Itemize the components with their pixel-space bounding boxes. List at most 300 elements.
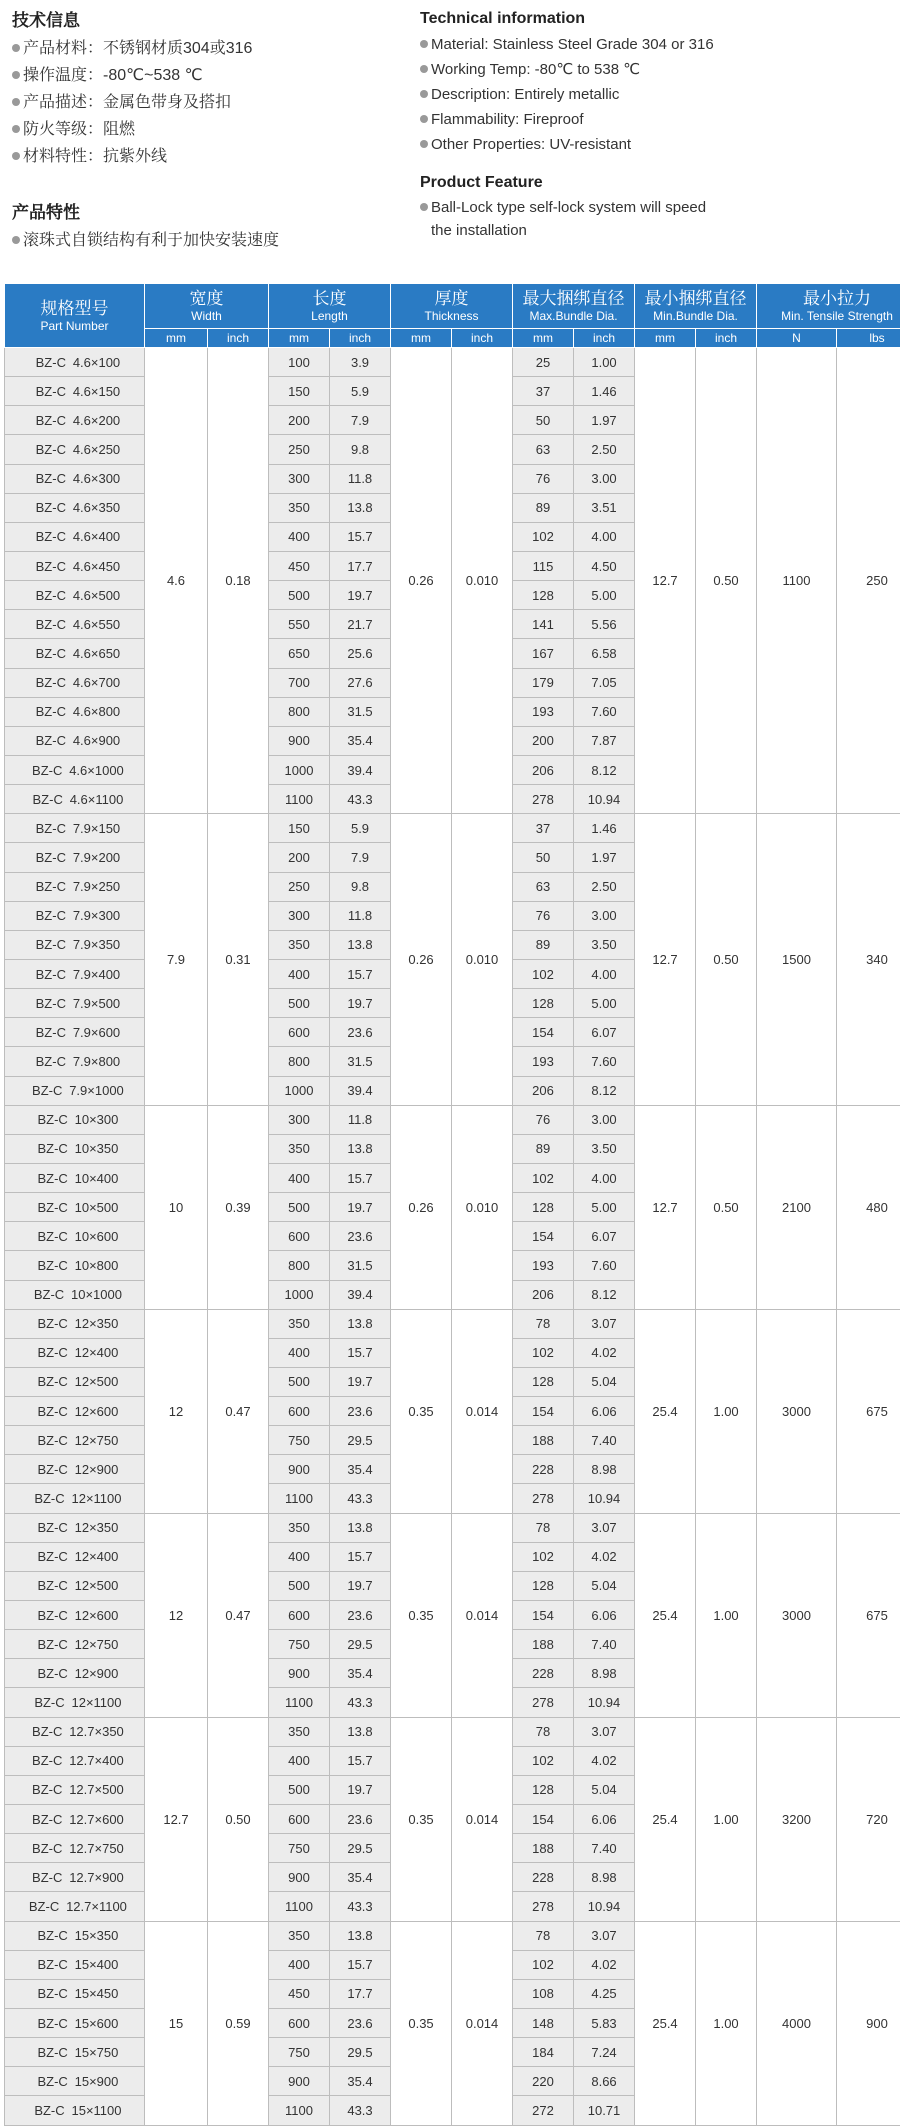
max-bundle-mm-cell: 154 bbox=[513, 1805, 574, 1834]
max-bundle-inch-cell: 6.58 bbox=[574, 639, 635, 668]
part-size: 12×900 bbox=[74, 1665, 119, 1681]
width-mm-cell: 15 bbox=[145, 1921, 208, 2125]
length-mm-cell: 600 bbox=[269, 1018, 330, 1047]
tech-info-cn bbox=[12, 6, 412, 170]
part-size: 12×500 bbox=[74, 1374, 119, 1390]
part-prefix: BZ-C bbox=[37, 1461, 68, 1477]
part-prefix: BZ-C bbox=[35, 500, 66, 516]
part-size: 4.6×700 bbox=[72, 675, 121, 691]
max-bundle-inch-cell: 8.98 bbox=[574, 1863, 635, 1892]
length-mm-cell: 100 bbox=[269, 348, 330, 377]
feature-item-cn: 滚珠式自锁结构有利于加快安装速度 bbox=[12, 227, 279, 254]
part-number-cell bbox=[5, 1309, 145, 1338]
thickness-inch-cell: 0.010 bbox=[452, 348, 513, 814]
max-bundle-mm-cell: 102 bbox=[513, 1163, 574, 1192]
length-mm-cell: 300 bbox=[269, 1105, 330, 1134]
part-number-cell bbox=[5, 1280, 145, 1309]
part-size: 7.9×400 bbox=[72, 966, 121, 982]
part-size: 4.6×250 bbox=[72, 441, 121, 457]
part-number-cell bbox=[5, 843, 145, 872]
length-mm-cell: 350 bbox=[269, 493, 330, 522]
part-size: 7.9×300 bbox=[72, 908, 121, 924]
feature-line-en: the installation bbox=[431, 222, 527, 239]
max-bundle-mm-cell: 148 bbox=[513, 2009, 574, 2038]
length-inch-cell: 15.7 bbox=[330, 959, 391, 988]
max-bundle-inch-cell: 7.05 bbox=[574, 668, 635, 697]
max-bundle-inch-cell: 7.60 bbox=[574, 1251, 635, 1280]
tech-item-cn: 防火等级：阻燃 bbox=[12, 116, 412, 143]
tensile-n-cell: 1500 bbox=[757, 814, 837, 1105]
part-size: 12×600 bbox=[74, 1403, 119, 1419]
part-prefix: BZ-C bbox=[28, 1899, 60, 1915]
part-number-cell bbox=[5, 377, 145, 406]
thickness-inch-cell: 0.010 bbox=[452, 814, 513, 1105]
feature-heading-en: Product Feature bbox=[420, 174, 543, 191]
max-bundle-inch-cell: 5.00 bbox=[574, 1193, 635, 1222]
part-number-cell bbox=[5, 610, 145, 639]
length-inch-cell: 25.6 bbox=[330, 639, 391, 668]
min-bundle-inch-cell: 1.00 bbox=[696, 1309, 757, 1513]
length-mm-cell: 400 bbox=[269, 1338, 330, 1367]
length-mm-cell: 900 bbox=[269, 2067, 330, 2096]
max-bundle-mm-cell: 154 bbox=[513, 1018, 574, 1047]
length-inch-cell: 35.4 bbox=[330, 1659, 391, 1688]
length-mm-cell: 500 bbox=[269, 989, 330, 1018]
part-prefix: BZ-C bbox=[35, 966, 66, 982]
max-bundle-mm-cell: 206 bbox=[513, 755, 574, 784]
length-inch-cell: 31.5 bbox=[330, 1047, 391, 1076]
bullet-icon bbox=[420, 65, 428, 73]
part-number-cell bbox=[5, 522, 145, 551]
length-mm-cell: 1100 bbox=[269, 1484, 330, 1513]
length-mm-cell: 1000 bbox=[269, 755, 330, 784]
part-number-cell bbox=[5, 1892, 145, 1921]
part-number-cell bbox=[5, 1047, 145, 1076]
part-size: 12×400 bbox=[74, 1345, 119, 1361]
part-size: 7.9×500 bbox=[72, 995, 121, 1011]
part-prefix: BZ-C bbox=[35, 820, 66, 836]
max-bundle-mm-cell: 193 bbox=[513, 1047, 574, 1076]
length-inch-cell: 5.9 bbox=[330, 377, 391, 406]
length-mm-cell: 800 bbox=[269, 1251, 330, 1280]
unit-label: N bbox=[757, 329, 837, 348]
length-mm-cell: 250 bbox=[269, 872, 330, 901]
part-size: 4.6×150 bbox=[72, 383, 121, 399]
max-bundle-mm-cell: 193 bbox=[513, 1251, 574, 1280]
max-bundle-inch-cell: 3.00 bbox=[574, 464, 635, 493]
max-bundle-mm-cell: 89 bbox=[513, 930, 574, 959]
part-prefix: BZ-C bbox=[37, 1403, 68, 1419]
max-bundle-mm-cell: 37 bbox=[513, 814, 574, 843]
part-size: 7.9×200 bbox=[72, 849, 121, 865]
max-bundle-mm-cell: 78 bbox=[513, 1513, 574, 1542]
bullet-icon bbox=[12, 98, 20, 106]
max-bundle-mm-cell: 78 bbox=[513, 1921, 574, 1950]
max-bundle-inch-cell: 10.71 bbox=[574, 2096, 635, 2125]
thickness-inch-cell: 0.010 bbox=[452, 1105, 513, 1309]
part-number-cell bbox=[5, 1105, 145, 1134]
part-number-cell bbox=[5, 1367, 145, 1396]
part-size: 12×750 bbox=[74, 1636, 119, 1652]
length-mm-cell: 400 bbox=[269, 1163, 330, 1192]
width-mm-cell: 4.6 bbox=[145, 348, 208, 814]
max-bundle-mm-cell: 188 bbox=[513, 1834, 574, 1863]
table-row bbox=[5, 814, 900, 843]
part-prefix: BZ-C bbox=[37, 1957, 68, 1973]
length-mm-cell: 600 bbox=[269, 1601, 330, 1630]
part-number-cell bbox=[5, 1338, 145, 1367]
max-bundle-inch-cell: 5.83 bbox=[574, 2009, 635, 2038]
feature-line-en: Ball-Lock type self-lock system will speed bbox=[420, 196, 706, 219]
length-mm-cell: 300 bbox=[269, 901, 330, 930]
thickness-mm-cell: 0.26 bbox=[391, 814, 452, 1105]
tech-item-cn: 产品材料：不锈钢材质304或316 bbox=[12, 35, 412, 62]
width-inch-cell: 0.50 bbox=[208, 1717, 269, 1921]
part-size: 4.6×200 bbox=[72, 412, 121, 428]
max-bundle-mm-cell: 128 bbox=[513, 1571, 574, 1600]
thickness-inch-cell: 0.014 bbox=[452, 1309, 513, 1513]
min-bundle-inch-cell: 1.00 bbox=[696, 1513, 757, 1717]
part-number-cell bbox=[5, 989, 145, 1018]
max-bundle-inch-cell: 10.94 bbox=[574, 1892, 635, 1921]
length-inch-cell: 15.7 bbox=[330, 1746, 391, 1775]
part-size: 12×1100 bbox=[71, 1695, 122, 1711]
part-number-cell bbox=[5, 1455, 145, 1484]
part-number-cell bbox=[5, 464, 145, 493]
part-size: 15×450 bbox=[74, 1986, 119, 2002]
length-inch-cell: 15.7 bbox=[330, 1950, 391, 1979]
part-size: 10×400 bbox=[74, 1170, 119, 1186]
length-inch-cell: 15.7 bbox=[330, 1163, 391, 1192]
part-prefix: BZ-C bbox=[35, 937, 66, 953]
max-bundle-inch-cell: 3.07 bbox=[574, 1513, 635, 1542]
part-number-cell bbox=[5, 493, 145, 522]
max-bundle-mm-cell: 78 bbox=[513, 1309, 574, 1338]
length-mm-cell: 500 bbox=[269, 1775, 330, 1804]
length-inch-cell: 17.7 bbox=[330, 1979, 391, 2008]
part-prefix: BZ-C bbox=[35, 733, 66, 749]
part-prefix: BZ-C bbox=[34, 2103, 65, 2118]
part-size: 12.7×400 bbox=[69, 1753, 124, 1769]
length-mm-cell: 350 bbox=[269, 1134, 330, 1163]
length-inch-cell: 39.4 bbox=[330, 755, 391, 784]
part-size: 10×350 bbox=[74, 1141, 119, 1157]
tensile-lbs-cell: 900 bbox=[837, 1921, 900, 2125]
part-size: 7.9×250 bbox=[72, 879, 121, 895]
part-prefix: BZ-C bbox=[35, 558, 66, 574]
length-mm-cell: 750 bbox=[269, 2038, 330, 2067]
table-body bbox=[5, 348, 900, 2126]
unit-label: inch bbox=[208, 329, 269, 348]
part-number-cell bbox=[5, 2067, 145, 2096]
max-bundle-mm-cell: 193 bbox=[513, 697, 574, 726]
max-bundle-mm-cell: 76 bbox=[513, 901, 574, 930]
length-mm-cell: 250 bbox=[269, 435, 330, 464]
length-inch-cell: 39.4 bbox=[330, 1280, 391, 1309]
max-bundle-inch-cell: 7.40 bbox=[574, 1834, 635, 1863]
part-prefix: BZ-C bbox=[35, 412, 66, 428]
length-inch-cell: 17.7 bbox=[330, 551, 391, 580]
max-bundle-inch-cell: 4.02 bbox=[574, 1542, 635, 1571]
part-size: 15×350 bbox=[74, 1928, 119, 1944]
width-mm-cell: 7.9 bbox=[145, 814, 208, 1105]
length-inch-cell: 19.7 bbox=[330, 989, 391, 1018]
min-bundle-mm-cell: 25.4 bbox=[635, 1717, 696, 1921]
part-prefix: BZ-C bbox=[35, 704, 66, 720]
max-bundle-inch-cell: 4.02 bbox=[574, 1950, 635, 1979]
max-bundle-inch-cell: 7.40 bbox=[574, 1630, 635, 1659]
part-size: 4.6×400 bbox=[72, 529, 121, 545]
length-inch-cell: 35.4 bbox=[330, 2067, 391, 2096]
part-prefix: BZ-C bbox=[37, 1986, 68, 2002]
min-bundle-mm-cell: 12.7 bbox=[635, 814, 696, 1105]
part-number-cell bbox=[5, 435, 145, 464]
length-inch-cell: 7.9 bbox=[330, 843, 391, 872]
part-number-cell bbox=[5, 668, 145, 697]
min-bundle-mm-cell: 12.7 bbox=[635, 348, 696, 814]
unit-label: mm bbox=[145, 329, 208, 348]
feature-cn bbox=[12, 198, 279, 254]
part-size: 4.6×550 bbox=[72, 616, 121, 632]
part-prefix: BZ-C bbox=[37, 2015, 68, 2031]
max-bundle-inch-cell: 4.02 bbox=[574, 1338, 635, 1367]
max-bundle-mm-cell: 102 bbox=[513, 1746, 574, 1775]
part-number-cell bbox=[5, 1834, 145, 1863]
part-prefix: BZ-C bbox=[37, 1112, 68, 1128]
max-bundle-inch-cell: 5.56 bbox=[574, 610, 635, 639]
max-bundle-mm-cell: 188 bbox=[513, 1426, 574, 1455]
max-bundle-inch-cell: 6.06 bbox=[574, 1805, 635, 1834]
max-bundle-inch-cell: 5.04 bbox=[574, 1571, 635, 1600]
part-number-cell bbox=[5, 1018, 145, 1047]
part-number-cell bbox=[5, 406, 145, 435]
max-bundle-inch-cell: 10.94 bbox=[574, 1484, 635, 1513]
part-prefix: BZ-C bbox=[32, 1724, 63, 1740]
table-row bbox=[5, 1921, 900, 1950]
min-bundle-mm-cell: 25.4 bbox=[635, 1921, 696, 2125]
max-bundle-inch-cell: 4.00 bbox=[574, 959, 635, 988]
part-size: 4.6×100 bbox=[72, 354, 121, 370]
length-inch-cell: 29.5 bbox=[330, 2038, 391, 2067]
part-number-cell bbox=[5, 1921, 145, 1950]
max-bundle-inch-cell: 6.06 bbox=[574, 1601, 635, 1630]
max-bundle-inch-cell: 7.60 bbox=[574, 1047, 635, 1076]
part-size: 12×900 bbox=[74, 1461, 119, 1477]
max-bundle-inch-cell: 8.12 bbox=[574, 755, 635, 784]
length-mm-cell: 800 bbox=[269, 697, 330, 726]
part-size: 12×400 bbox=[74, 1549, 119, 1565]
length-inch-cell: 15.7 bbox=[330, 522, 391, 551]
max-bundle-inch-cell: 4.02 bbox=[574, 1746, 635, 1775]
max-bundle-mm-cell: 102 bbox=[513, 1338, 574, 1367]
max-bundle-inch-cell: 8.98 bbox=[574, 1659, 635, 1688]
tensile-n-cell: 3200 bbox=[757, 1717, 837, 1921]
tech-item-en: Other Properties: UV-resistant bbox=[420, 132, 890, 157]
part-size: 7.9×800 bbox=[72, 1053, 121, 1069]
part-size: 4.6×900 bbox=[72, 733, 121, 749]
max-bundle-inch-cell: 4.50 bbox=[574, 551, 635, 580]
part-prefix: BZ-C bbox=[35, 587, 66, 603]
header-max-bundle: 最大捆绑直径 Max.Bundle Dia. bbox=[513, 284, 635, 329]
bullet-icon bbox=[420, 115, 428, 123]
part-size: 10×1000 bbox=[71, 1287, 122, 1303]
length-mm-cell: 500 bbox=[269, 1571, 330, 1600]
tensile-lbs-cell: 480 bbox=[837, 1105, 900, 1309]
max-bundle-inch-cell: 6.07 bbox=[574, 1222, 635, 1251]
max-bundle-inch-cell: 3.07 bbox=[574, 1717, 635, 1746]
min-bundle-inch-cell: 1.00 bbox=[696, 1717, 757, 1921]
max-bundle-mm-cell: 184 bbox=[513, 2038, 574, 2067]
max-bundle-inch-cell: 8.98 bbox=[574, 1455, 635, 1484]
length-inch-cell: 9.8 bbox=[330, 872, 391, 901]
max-bundle-inch-cell: 3.00 bbox=[574, 1105, 635, 1134]
length-inch-cell: 23.6 bbox=[330, 1805, 391, 1834]
width-inch-cell: 0.18 bbox=[208, 348, 269, 814]
max-bundle-inch-cell: 10.94 bbox=[574, 1688, 635, 1717]
tech-item-cn: 操作温度：-80℃~538 ℃ bbox=[12, 62, 412, 89]
part-number-cell bbox=[5, 1222, 145, 1251]
length-inch-cell: 7.9 bbox=[330, 406, 391, 435]
width-inch-cell: 0.31 bbox=[208, 814, 269, 1105]
length-mm-cell: 500 bbox=[269, 1193, 330, 1222]
max-bundle-mm-cell: 25 bbox=[513, 348, 574, 377]
part-size: 7.9×150 bbox=[72, 820, 121, 836]
tech-item-en: Flammability: Fireproof bbox=[420, 107, 890, 132]
part-prefix: BZ-C bbox=[37, 1432, 68, 1448]
length-inch-cell: 13.8 bbox=[330, 1513, 391, 1542]
length-mm-cell: 900 bbox=[269, 726, 330, 755]
part-number-cell bbox=[5, 901, 145, 930]
length-mm-cell: 400 bbox=[269, 522, 330, 551]
part-prefix: BZ-C bbox=[35, 1053, 66, 1069]
length-mm-cell: 500 bbox=[269, 1367, 330, 1396]
bullet-icon bbox=[420, 40, 428, 48]
length-mm-cell: 1100 bbox=[269, 785, 330, 814]
max-bundle-inch-cell: 1.46 bbox=[574, 377, 635, 406]
length-mm-cell: 400 bbox=[269, 1746, 330, 1775]
part-number-cell bbox=[5, 1251, 145, 1280]
length-mm-cell: 750 bbox=[269, 1426, 330, 1455]
length-inch-cell: 19.7 bbox=[330, 1367, 391, 1396]
length-mm-cell: 750 bbox=[269, 1630, 330, 1659]
part-prefix: BZ-C bbox=[35, 849, 66, 865]
length-inch-cell: 35.4 bbox=[330, 1455, 391, 1484]
tech-item-en: Material: Stainless Steel Grade 304 or 316 bbox=[420, 32, 890, 57]
max-bundle-inch-cell: 5.04 bbox=[574, 1775, 635, 1804]
part-number-cell bbox=[5, 1688, 145, 1717]
length-inch-cell: 13.8 bbox=[330, 1134, 391, 1163]
max-bundle-inch-cell: 5.00 bbox=[574, 989, 635, 1018]
part-number-cell bbox=[5, 814, 145, 843]
part-size: 10×600 bbox=[74, 1228, 119, 1244]
part-prefix: BZ-C bbox=[37, 1345, 68, 1361]
part-prefix: BZ-C bbox=[32, 1811, 63, 1827]
part-prefix: BZ-C bbox=[35, 908, 66, 924]
part-prefix: BZ-C bbox=[32, 791, 63, 807]
part-prefix: BZ-C bbox=[32, 1782, 63, 1798]
header-width: 宽度 Width bbox=[145, 284, 269, 329]
max-bundle-mm-cell: 278 bbox=[513, 1688, 574, 1717]
part-size: 15×900 bbox=[74, 2073, 119, 2089]
length-mm-cell: 350 bbox=[269, 930, 330, 959]
part-prefix: BZ-C bbox=[37, 1170, 68, 1186]
length-mm-cell: 300 bbox=[269, 464, 330, 493]
max-bundle-mm-cell: 50 bbox=[513, 406, 574, 435]
part-prefix: BZ-C bbox=[37, 1228, 68, 1244]
length-inch-cell: 29.5 bbox=[330, 1426, 391, 1455]
length-mm-cell: 900 bbox=[269, 1455, 330, 1484]
unit-label: inch bbox=[330, 329, 391, 348]
table-header-row bbox=[5, 284, 900, 329]
max-bundle-mm-cell: 188 bbox=[513, 1630, 574, 1659]
part-size: 7.9×350 bbox=[72, 937, 121, 953]
part-number-cell bbox=[5, 1805, 145, 1834]
bullet-icon bbox=[420, 90, 428, 98]
part-size: 15×1100 bbox=[71, 2103, 122, 2118]
part-size: 10×300 bbox=[74, 1112, 119, 1128]
tensile-n-cell: 4000 bbox=[757, 1921, 837, 2125]
part-prefix: BZ-C bbox=[35, 529, 66, 545]
min-bundle-mm-cell: 25.4 bbox=[635, 1309, 696, 1513]
part-prefix: BZ-C bbox=[32, 1083, 63, 1099]
part-size: 7.9×1000 bbox=[69, 1083, 124, 1099]
part-size: 4.6×450 bbox=[72, 558, 121, 574]
unit-label: inch bbox=[696, 329, 757, 348]
part-prefix: BZ-C bbox=[37, 2044, 68, 2060]
max-bundle-inch-cell: 3.00 bbox=[574, 901, 635, 930]
part-prefix: BZ-C bbox=[34, 1695, 65, 1711]
length-mm-cell: 350 bbox=[269, 1717, 330, 1746]
length-inch-cell: 43.3 bbox=[330, 1892, 391, 1921]
max-bundle-mm-cell: 220 bbox=[513, 2067, 574, 2096]
max-bundle-mm-cell: 102 bbox=[513, 959, 574, 988]
part-number-cell bbox=[5, 930, 145, 959]
part-number-cell bbox=[5, 1076, 145, 1105]
part-number-cell bbox=[5, 1659, 145, 1688]
max-bundle-inch-cell: 5.00 bbox=[574, 581, 635, 610]
tech-item-en: Working Temp: -80℃ to 538 ℃ bbox=[420, 57, 890, 82]
length-inch-cell: 13.8 bbox=[330, 930, 391, 959]
length-inch-cell: 19.7 bbox=[330, 1193, 391, 1222]
length-mm-cell: 800 bbox=[269, 1047, 330, 1076]
max-bundle-mm-cell: 167 bbox=[513, 639, 574, 668]
length-mm-cell: 550 bbox=[269, 610, 330, 639]
part-size: 4.6×500 bbox=[72, 587, 121, 603]
thickness-mm-cell: 0.35 bbox=[391, 1309, 452, 1513]
length-inch-cell: 5.9 bbox=[330, 814, 391, 843]
table-row bbox=[5, 1105, 900, 1134]
part-size: 4.6×650 bbox=[72, 645, 121, 661]
max-bundle-inch-cell: 6.07 bbox=[574, 1018, 635, 1047]
tech-heading-cn: 技术信息 bbox=[12, 11, 80, 30]
width-inch-cell: 0.59 bbox=[208, 1921, 269, 2125]
max-bundle-mm-cell: 228 bbox=[513, 1863, 574, 1892]
part-number-cell bbox=[5, 1979, 145, 2008]
length-mm-cell: 700 bbox=[269, 668, 330, 697]
length-mm-cell: 200 bbox=[269, 843, 330, 872]
part-size: 4.6×800 bbox=[72, 704, 121, 720]
max-bundle-mm-cell: 206 bbox=[513, 1076, 574, 1105]
max-bundle-inch-cell: 3.50 bbox=[574, 1134, 635, 1163]
max-bundle-mm-cell: 89 bbox=[513, 493, 574, 522]
max-bundle-mm-cell: 76 bbox=[513, 464, 574, 493]
part-prefix: BZ-C bbox=[37, 1374, 68, 1390]
part-size: 12×600 bbox=[74, 1607, 119, 1623]
part-size: 4.6×350 bbox=[72, 500, 121, 516]
length-mm-cell: 350 bbox=[269, 1921, 330, 1950]
unit-label: lbs bbox=[837, 329, 900, 348]
part-prefix: BZ-C bbox=[32, 1869, 63, 1885]
